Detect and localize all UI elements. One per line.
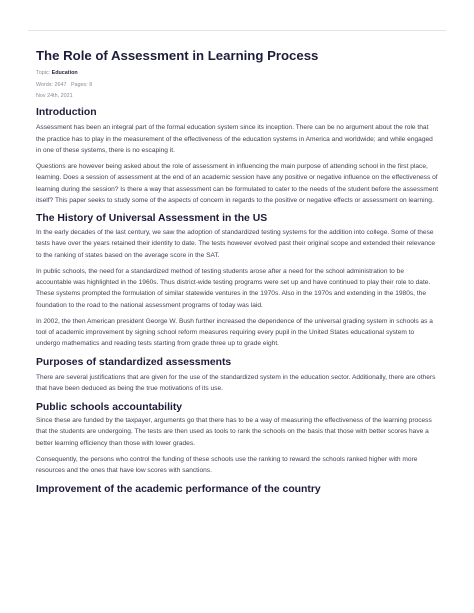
section-heading-accountability: Public schools accountability bbox=[36, 401, 183, 413]
paragraph: Since these are funded by the taxpayer, arguments go that there has to be a way of measuring the effectiveness of the learning process that the students are undergoing. The tests are then used as tools to rank the schools on the basis that those with better scores have a better learning efficiency than those with lower grades. bbox=[36, 417, 432, 447]
section-heading-purposes: Purposes of standardized assessments bbox=[36, 356, 232, 368]
topic-line bbox=[36, 70, 439, 77]
section-heading-history: The History of Universal Assessment in the US bbox=[36, 213, 268, 225]
publish-date: Nov 24th, 2021 bbox=[36, 93, 73, 100]
top-divider bbox=[28, 30, 446, 31]
paragraph: Assessment has been an integral part of the formal education system since its inception. There can be no argument about the role that the practice has to play in the measurement of the effectiveness of the education systems in America and worldwide; and while engaged in one of these systems, there is no escaping it. bbox=[36, 124, 433, 154]
words-pages-line: Words: 2647 Pages: 8 bbox=[36, 81, 93, 88]
paragraph: There are several justifications that are given for the use of the standardized system in the education sector. Additionally, there are others that have been deduced as being the true motivations of its use. bbox=[36, 373, 436, 393]
paragraph: Consequently, the persons who control the funding of these schools use the ranking to reward the schools ranked higher with more resources and the ones that have low scores with sanctions. bbox=[36, 455, 418, 475]
topic-value[interactable]: Education bbox=[51, 70, 78, 76]
paragraph: Questions are however being asked about the role of assessment in influencing the main purpose of attending school in the first place, learning. Does a session of assessment at the end of an academic session have any positive or negative influence on the effectiveness of learning during the session? Is there a way that assessment can be formulated to cater to the needs of the student before the assessment itself? This paper seeks to study some of the aspects of concern in regards to the positive or negative effects or assessment on learning. bbox=[36, 162, 439, 205]
section-heading-improvement: Improvement of the academic performance of the country bbox=[36, 483, 321, 495]
paragraph: In the early decades of the last century, we saw the adoption of standardized testing systems for the addition into college. Some of these tests have over the years retained their identity to date. The tests however evolved past their original scope and extended their relevance to the ranking of states based on the average score in the SAT. bbox=[36, 228, 436, 259]
section-heading-introduction: Introduction bbox=[36, 107, 97, 119]
paragraph: In 2002, the then American president George W. Bush further increased the dependence of the universal grading system in schools as a tool of academic improvement by signing school reform measures requiring every pupil in the United States educational system to undergo mathematics and reading tests starting from grade three up to grade eight. bbox=[36, 317, 433, 348]
document-content bbox=[36, 48, 439, 496]
paragraph: In public schools, the need for a standardized method of testing students arose after a need for the school administration to be accountable was highlighted in the 1960s. Thus district-wide testing programs were set up and have continued to play their role to date. These systems prompted the formulation of similar statewide ventures in the 1970s. Also in the 1970s and extending in the 1980s, the foundation to the road to the national assessment programs of today was laid. bbox=[36, 267, 431, 309]
document-title: The Role of Assessment in Learning Process bbox=[36, 48, 319, 63]
topic-label: Topic: bbox=[36, 70, 51, 76]
